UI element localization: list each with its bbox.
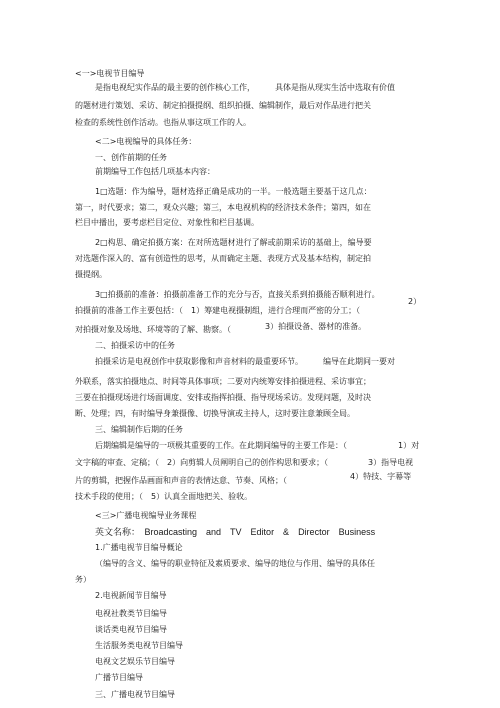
paragraph-line: 3□拍摄前的准备：拍摄前准备工作的充分与否，直接关系到拍摄能否顺利进行。: [95, 290, 380, 299]
course-english-name: 英文名称： Broadcasting and TV Editor & Director Business: [95, 527, 376, 537]
paragraph-fragment: 2）: [408, 297, 422, 306]
course-item: 谈话类电视节目编导: [95, 625, 167, 634]
paragraph-line: （编导的含义、编导的职业特征及素质要求、编导的地位与作用、编导的具体任: [95, 559, 375, 568]
subsection-heading: 三、编辑制作后期的任务: [95, 425, 183, 434]
paragraph-line: 文字稿的审查、定稿；（ 2）向剪辑人员阐明自己的创作构思和要求；（: [75, 458, 329, 467]
course-item: 电视文艺娱乐节目编导: [95, 657, 175, 666]
paragraph-line: 对选题作深入的、富有创造性的思考，从而确定主题、表现方式及基本结构，制定拍: [75, 254, 371, 263]
subsection-heading: 二、拍摄采访中的任务: [95, 341, 175, 350]
course-item: 电视社教类节目编导: [95, 609, 167, 618]
paragraph-fragment: 3）拍摄设备、器材的准备。: [265, 322, 367, 331]
paragraph-line: 务）: [75, 575, 91, 584]
paragraph-line: 摄提纲。: [75, 270, 107, 279]
paragraph-fragment: 1）对: [398, 441, 420, 450]
paragraph-line: 对拍摄对象及场地、环境等的了解、勘察。（: [75, 325, 231, 334]
paragraph-fragment: 4）特技、字幕等: [350, 472, 412, 481]
paragraph-line: 拍摄采访是电视创作中获取影像和声音材料的最重要环节。 编导在此期间一要对: [95, 357, 395, 366]
course-item: 1.广播电视节目编导概论: [95, 543, 183, 552]
paragraph-line: 检查的系统性创作活动。也指从事这项工作的人。: [75, 118, 251, 127]
course-item: 2.电视新闻节目编导: [95, 591, 167, 600]
section-heading: <三>广播电视编导业务课程: [95, 511, 197, 520]
paragraph-line: 的题材进行策划、采访、制定拍摄提纲、组织拍摄、编辑制作，最后对作品进行把关: [75, 101, 371, 110]
paragraph-line: 后期编辑是编导的一项极其重要的工作。在此期间编导的主要工作是：（: [95, 441, 347, 450]
paragraph-line: 技术手段的使用；（ 5）认真全面地把关、验收。: [75, 492, 253, 501]
section-heading: <二>电视编导的具体任务：: [95, 137, 197, 146]
paragraph-line: 断、处理；四，有时编导身兼摄像、切换导演或主持人，这时要注意兼顾全局。: [75, 409, 355, 418]
course-item: 生活服务类电视节目编导: [95, 641, 183, 650]
paragraph-line: 是指电视纪实作品的最主要的创作核心工作， 具体是指从现实生活中选取有价值: [95, 83, 395, 92]
paragraph-fragment: 3）指导电视: [368, 458, 414, 467]
course-item: 三、广播电视节目编导: [95, 690, 175, 699]
paragraph-line: 第一，时代要求；第二，观众兴趣；第三，本电视机构的经济技术条件；第四，如在: [75, 203, 371, 212]
course-item: 广播节目编导: [95, 673, 143, 682]
paragraph-line: 前期编导工作包括几项基本内容：: [95, 167, 215, 176]
paragraph-line: 拍摄前的准备工作主要包括：（ 1）筹建电视摄制组，进行合理而严密的分工；（: [75, 306, 361, 315]
paragraph-line: 1□选题：作为编导，题材选择正确是成功的一半。一般选题主要基于这几点：: [95, 187, 372, 196]
paragraph-line: 外联系，落实拍摄地点、时间等具体事项；二要对内统筹安排拍摄进程、采访事宜；: [75, 377, 371, 386]
paragraph-line: 栏目中播出，要考虑栏目定位、对象性和栏目基调。: [75, 218, 259, 227]
paragraph-line: 2□构思、确定拍摄方案：在对所选题材进行了解或前期采访的基础上，编导要: [95, 238, 372, 247]
paragraph-line: 三要在拍摄现场进行场面调度、安排或指挥拍摄、指导现场采访。发现问题，及时决: [75, 393, 371, 402]
subsection-heading: 一、创作前期的任务: [95, 153, 167, 162]
paragraph-line: 片的剪辑，把握作品画面和声音的表情达意、节奏、风格；（: [75, 476, 287, 485]
section-heading: <一>电视节目编导: [75, 69, 145, 78]
